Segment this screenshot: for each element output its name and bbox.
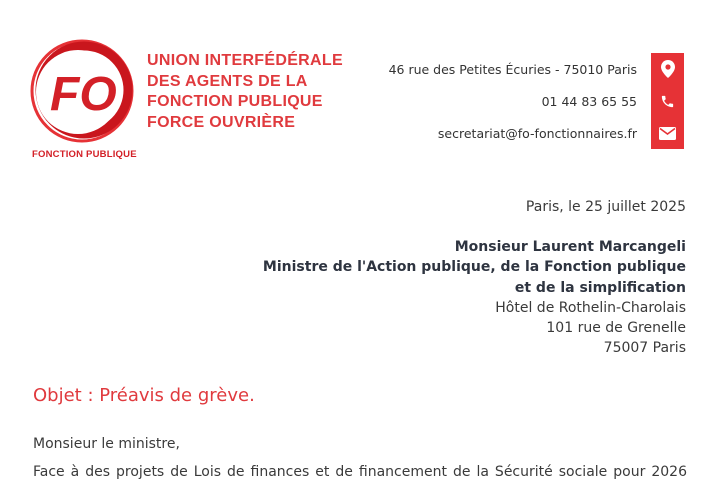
- recipient-address: Hôtel de Rothelin-Charolais: [495, 299, 686, 316]
- letter-salutation: Monsieur le ministre,: [33, 436, 180, 452]
- letter-body: Face à des projets de Lois de finances et de financement de la Sécurité sociale pour 2026: [33, 464, 687, 480]
- contact-email[interactable]: secretariat@fo-fonctionnaires.fr: [437, 126, 637, 141]
- logo-text: FO: [50, 68, 117, 121]
- envelope-icon: [651, 117, 684, 149]
- recipient-address: 75007 Paris: [603, 340, 686, 357]
- recipient-address: 101 rue de Grenelle: [546, 320, 686, 337]
- contact-address: 46 rue des Petites Écuries - 75010 Paris: [388, 62, 637, 77]
- org-name-line: UNION INTERFÉDÉRALE: [147, 52, 343, 69]
- org-name-line: DES AGENTS DE LA: [147, 72, 308, 90]
- organization-name: [147, 51, 343, 133]
- fo-logo: [26, 38, 138, 150]
- recipient-name: Monsieur Laurent Marcangeli: [454, 239, 686, 255]
- letter-date: Paris, le 25 juillet 2025: [525, 199, 686, 215]
- location-pin-icon: [651, 53, 684, 85]
- contact-phone: 01 44 83 65 55: [541, 94, 637, 109]
- recipient-title: Ministre de l'Action publique, de la Fonction publique: [262, 259, 686, 276]
- org-name-line: FORCE OUVRIÈRE: [147, 113, 296, 131]
- phone-icon: [651, 85, 684, 117]
- org-name-line: FONCTION PUBLIQUE: [147, 93, 323, 110]
- logo-caption: FONCTION PUBLIQUE: [32, 149, 137, 160]
- recipient-title: et de la simplification: [514, 279, 686, 296]
- letter-subject: Objet : Préavis de grève.: [33, 385, 255, 406]
- recipient-block: [263, 237, 686, 359]
